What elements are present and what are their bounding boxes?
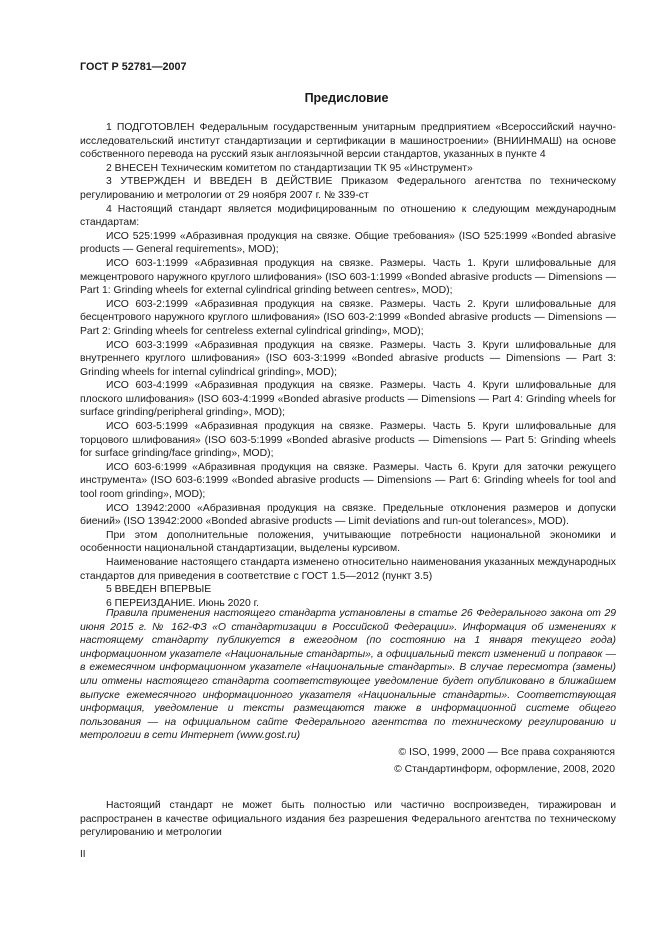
copyright-standartinform: © Стандартинформ, оформление, 2008, 2020 [394, 764, 615, 775]
standard-reference: ИСО 603-5:1999 «Абразивная продукция на связке. Размеры. Часть 5. Круги шлифовальные для торцового шлифования» (ISO 603-5:1999 «Bonded abrasive products — Dimensions — Part 5: Grinding wheels for surface grinding/face grinding», MOD); [80, 421, 616, 460]
standard-reference: ИСО 603-4:1999 «Абразивная продукция на связке. Размеры. Часть 4. Круги шлифовальные для плоского шлифования» (ISO 603-4:1999 «Bonded abrasive products — Dimensions — Part 4: Grinding wheels for surface grinding/peripheral grinding», MOD); [80, 380, 616, 419]
standard-reference: ИСО 603-3:1999 «Абразивная продукция на связке. Размеры. Часть 3. Круги шлифовальные для внутреннего круглого шлифования» (ISO 603-3:1999 «Bonded abrasive products — Dimensions — Part 3: Grinding wheels for internal cylindrical grinding», MOD); [80, 339, 616, 378]
rules-note-text: Правила применения настоящего стандарта установлены в статье 26 Федерального закона от 29 июня 2015 г. № 162-ФЗ «О стандартизации в Российской Федерации». Информация об изменениях к настоящему стандарту публикуется в ежегодном (по состоянию на 1 января текущего года) информационном указателе «Национальные стандарты», а официальный текст изменений и поправок — в ежемесячном информационном указателе «Национальные стандарты». В случае пересмотра (замены) или отмены настоящего стандарта соответствующее уведомление будет опубликовано в ближайшем выпуске ежемесячного информационного указателя «Национальные стандарты». Соответствующая информация, уведомление и тексты размещаются также в информационной системе общего пользования — на официальном сайте Федерального агентства по техническому регулированию и метрологии в сети Интернет (www.gost.ru) [80, 608, 616, 742]
standard-reference: ИСО 603-1:1999 «Абразивная продукция на связке. Размеры. Часть 1. Круги шлифовальные для межцентрового наружного круглого шлифования» (ISO 603-1:1999 «Bonded abrasive products — Dimensions — Part 1: Grinding wheels for external cylindrical grinding between centres», MOD); [80, 257, 616, 297]
paragraph-introduced: 5 ВВЕДЕН ВПЕРВЫЕ [106, 584, 212, 596]
paragraph-modified: 4 Настоящий стандарт является модифицированным по отношению к следующим международным стандартам: [80, 203, 616, 229]
standard-reference: ИСО 603-2:1999 «Абразивная продукция на связке. Размеры. Часть 2. Круги шлифовальные для бесцентрового наружного круглого шлифования» (ISO 603-2:1999 «Bonded abrasive products — Dimensions — Part 2: Grinding wheels for centreless external cylindrical grinding», MOD); [80, 298, 616, 337]
standard-reference: ИСО 13942:2000 «Абразивная продукция на связке. Предельные отклонения размеров и допуски биений» (ISO 13942:2000 «Bonded abrasive products — Limit deviations and run-out tolerances», MOD). [80, 502, 616, 528]
page-number: II [80, 849, 86, 860]
paragraph-naming: Наименование настоящего стандарта изменено относительно наименования указанных международных стандартов для приведения в соответствие с ГОСТ 1.5—2012 (пункт 3.5) [80, 557, 616, 582]
copyright-block [394, 744, 615, 778]
preface-body [80, 121, 616, 610]
paragraph-submitted: 2 ВНЕСЕН Техническим комитетом по стандартизации ТК 95 «Инструмент» [106, 162, 473, 174]
standard-code: ГОСТ Р 52781—2007 [80, 61, 187, 73]
rules-note [80, 607, 616, 743]
paragraph-approved: 3 УТВЕРЖДЕН И ВВЕДЕН В ДЕЙСТВИЕ Приказом Федерального агентства по техническому регулированию и метрологии от 29 ноября 2007 г. № 339-ст [80, 176, 616, 201]
paragraph-additional: При этом дополнительные положения, учитывающие потребности национальной экономики и особенности национальной стандартизации, выделены курсивом. [80, 529, 616, 555]
copyright-iso: © ISO, 1999, 2000 — Все права сохраняются [398, 747, 615, 758]
standard-reference: ИСО 603-6:1999 «Абразивная продукция на связке. Размеры. Часть 6. Круги для заточки режущего инструмента» (ISO 603-6:1999 «Bonded abrasive products — Dimensions — Part 6: Grinding wheels for tool and tool room grinding», MOD); [80, 461, 616, 501]
reproduction-notice [80, 799, 616, 840]
paragraph-prepared: 1 ПОДГОТОВЛЕН Федеральным государственным унитарным предприятием «Всероссийский научно-исследовательский институт стандартизации и сертификации в машиностроении» (ВНИИНМАШ) на основе собственного перевода на русский язык англоязычной версии стандартов, указанных в пункте 4 [80, 122, 616, 161]
reproduction-notice-text: Настоящий стандарт не может быть полностью или частично воспроизведен, тиражирован и распространен в качестве официального издания без разрешения Федерального агентства по техническому регулированию и метрологии [80, 800, 616, 839]
section-title: Предисловие [304, 91, 389, 105]
paragraph-reissue: 6 ПЕРЕИЗДАНИЕ. Июнь 2020 г. [106, 597, 260, 609]
standard-reference: ИСО 525:1999 «Абразивная продукция на связке. Общие требования» (ISO 525:1999 «Bonded abrasive products — General requirements», MOD); [80, 230, 616, 256]
